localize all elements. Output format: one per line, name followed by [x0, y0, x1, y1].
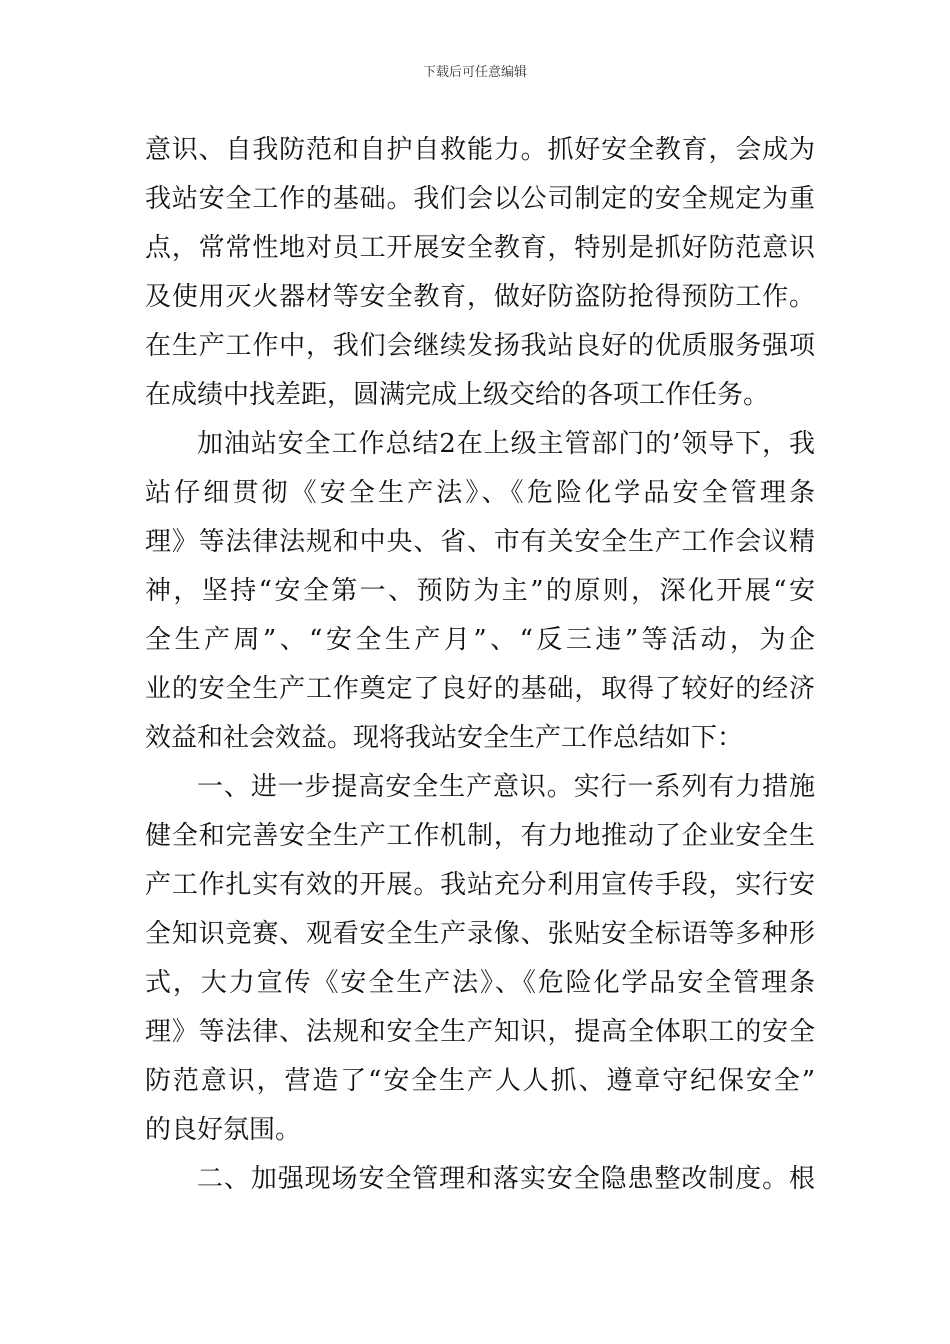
text-line: 全知识竞赛、观看安全生产录像、张贴安全标语等多种形 [145, 919, 815, 949]
text-line: 防范意识，营造了“安全生产人人抓、遵章守纪保安全” [145, 1066, 815, 1096]
text-line: 一、进一步提高安全生产意识。实行一系列有力措施 [197, 772, 815, 802]
text-line: 及使用灭火器材等安全教育，做好防盗防抢得预防工作。 [145, 282, 815, 312]
text-line: 全生产周”、“安全生产月”、“反三违”等活动，为企 [145, 625, 815, 655]
text-line: 二、加强现场安全管理和落实安全隐患整改制度。根 [197, 1164, 815, 1194]
text-line: 意识、自我防范和自护自救能力。抓好安全教育，会成为 [145, 135, 815, 165]
text-line: 健全和完善安全生产工作机制，有力地推动了企业安全生 [145, 821, 815, 851]
text-line: 点，常常性地对员工开展安全教育，特别是抓好防范意识 [145, 233, 815, 263]
text-line: 业的安全生产工作奠定了良好的基础，取得了较好的经济 [145, 674, 815, 704]
document-body [145, 126, 815, 1204]
paragraph-2 [145, 420, 815, 763]
page-header: 下载后可任意编辑 [422, 65, 527, 80]
paragraph-1 [145, 126, 815, 420]
text-line: 效益和社会效益。现将我站安全生产工作总结如下： [145, 723, 744, 753]
text-line: 的良好氛围。 [145, 1115, 302, 1145]
text-line: 神，坚持“安全第一、预防为主”的原则，深化开展“安 [145, 576, 815, 606]
text-line: 式，大力宣传《安全生产法》、《危险化学品安全管理条 [145, 968, 815, 998]
text-line: 加油站安全工作总结2在上级主管部门的’领导下，我 [197, 429, 815, 459]
text-line: 在成绩中找差距，圆满完成上级交给的各项工作任务。 [145, 380, 770, 410]
paragraph-3 [145, 763, 815, 1155]
text-line: 在生产工作中，我们会继续发扬我站良好的优质服务强项 [145, 331, 815, 361]
text-line: 产工作扎实有效的开展。我站充分利用宣传手段，实行安 [145, 870, 815, 900]
text-line: 我站安全工作的基础。我们会以公司制定的安全规定为重 [145, 184, 815, 214]
paragraph-4 [145, 1155, 815, 1204]
text-line: 理》等法律、法规和安全生产知识，提高全体职工的安全 [145, 1017, 815, 1047]
text-line: 站仔细贯彻《安全生产法》、《危险化学品安全管理条 [145, 478, 815, 508]
text-line: 理》等法律法规和中央、省、市有关安全生产工作会议精 [145, 527, 815, 557]
